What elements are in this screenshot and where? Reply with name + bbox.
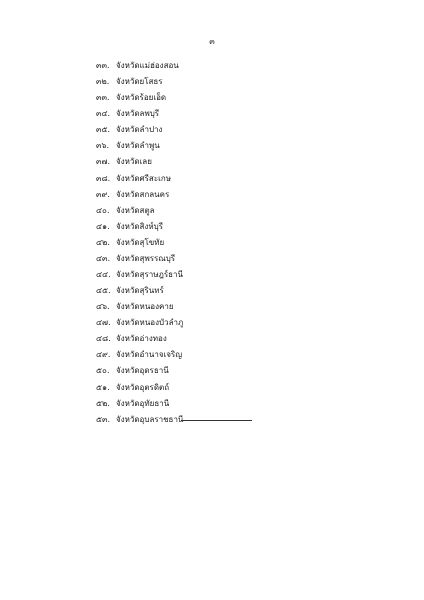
list-item (96, 267, 183, 283)
list-item (96, 122, 183, 138)
province-name: จังหวัดอุทัยธานี (116, 398, 170, 408)
item-number: ๓๗. (96, 157, 111, 167)
item-number: ๓๒. (96, 77, 110, 87)
list-item (96, 74, 183, 90)
province-name: จังหวัดอุตรดิตถ์ (116, 382, 170, 392)
province-name: จังหวัดลำพูน (116, 141, 160, 151)
item-number: ๔๐. (96, 205, 110, 215)
item-number: ๓๙. (96, 189, 110, 199)
province-name: จังหวัดลำปาง (116, 125, 163, 135)
list-item (96, 251, 183, 267)
province-name: จังหวัดลพบุรี (116, 109, 160, 119)
list-item (96, 283, 183, 299)
item-number: ๕๑. (96, 382, 110, 392)
list-item (96, 235, 183, 251)
item-number: ๓๕. (96, 125, 111, 135)
list-item (96, 187, 183, 203)
province-name: จังหวัดหนองคาย (116, 302, 174, 312)
item-number: ๕๒. (96, 398, 110, 408)
list-item (96, 363, 183, 379)
list-item (96, 106, 183, 122)
province-name: จังหวัดแม่ฮ่องสอน (116, 61, 179, 70)
item-number: ๔๘. (96, 334, 111, 344)
item-number: ๓๖. (96, 141, 110, 151)
item-number: ๓๓. (96, 61, 110, 70)
province-name: จังหวัดอุดรธานี (116, 366, 169, 376)
list-item (96, 58, 183, 74)
item-number: ๔๔. (96, 270, 111, 280)
province-name: จังหวัดอุบลราชธานี (116, 414, 184, 424)
province-name: จังหวัดสุโขทัย (116, 237, 165, 247)
list-item (96, 347, 183, 363)
list-item (96, 396, 183, 412)
item-number: ๔๑. (96, 221, 110, 231)
province-name: จังหวัดสิงห์บุรี (116, 221, 163, 231)
province-name: จังหวัดอ่างทอง (116, 334, 167, 344)
province-name: จังหวัดร้อยเอ็ด (116, 93, 167, 103)
list-item (96, 171, 183, 187)
item-number: ๔๙. (96, 350, 111, 360)
list-item (96, 331, 183, 347)
province-list (96, 58, 183, 428)
province-name: จังหวัดเลย (116, 157, 152, 167)
list-item (96, 203, 183, 219)
list-item (96, 412, 183, 428)
list-item (96, 299, 183, 315)
province-name: จังหวัดศรีสะเกษ (116, 173, 171, 183)
item-number: ๔๖. (96, 302, 110, 312)
province-name: จังหวัดสุรินทร์ (116, 286, 164, 296)
province-name: จังหวัดสุพรรณบุรี (116, 253, 176, 263)
item-number: ๔๗. (96, 318, 111, 328)
item-number: ๕๓. (96, 414, 111, 424)
list-item (96, 219, 183, 235)
item-number: ๔๓. (96, 253, 111, 263)
item-number: ๕๐. (96, 366, 110, 376)
list-item (96, 138, 183, 154)
item-number: ๔๕. (96, 286, 111, 296)
end-divider (181, 420, 252, 421)
province-name: จังหวัดสตูล (116, 205, 155, 215)
page-number: ๓ (209, 37, 215, 46)
item-number: ๓๘. (96, 173, 111, 183)
list-item (96, 380, 183, 396)
list-item (96, 154, 183, 170)
province-name: จังหวัดสุราษฎร์ธานี (116, 270, 184, 280)
province-name: จังหวัดอำนาจเจริญ (116, 350, 183, 360)
province-name: จังหวัดสกลนคร (116, 189, 170, 199)
item-number: ๓๓. (96, 93, 110, 103)
item-number: ๔๒. (96, 237, 110, 247)
province-name: จังหวัดยโสธร (116, 77, 163, 87)
province-name: จังหวัดหนองบัวลำภู (116, 318, 184, 328)
list-item (96, 90, 183, 106)
list-item (96, 315, 183, 331)
item-number: ๓๔. (96, 109, 111, 119)
